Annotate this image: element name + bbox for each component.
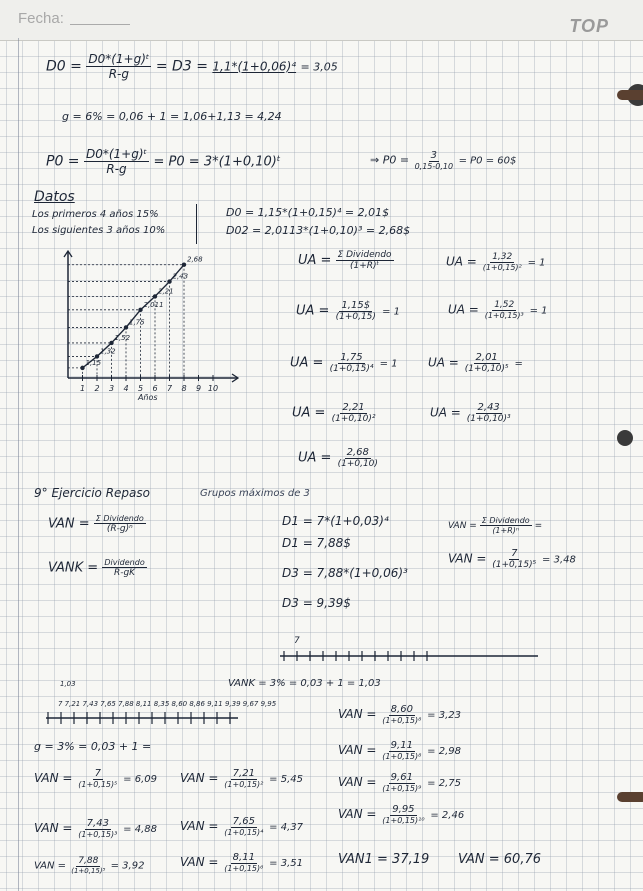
data-label: 1,75: [129, 318, 145, 327]
van-r5-fraction: [69, 856, 107, 875]
d0-mid: = D3 =: [155, 58, 208, 75]
data-label: 1,52: [114, 333, 131, 342]
ua6-num: 2,43: [477, 402, 500, 413]
ua-top-right: [446, 252, 546, 272]
ua3-den: (1+0,15)⁴: [329, 364, 374, 374]
data-label: 1,15: [85, 358, 102, 367]
ua4-den: (1+0,10)⁵: [464, 364, 509, 374]
d0-fraction: [86, 52, 151, 81]
ua-tr-lhs: UA =: [446, 254, 477, 269]
x-tick-label: 6: [152, 384, 158, 393]
data-point: [95, 354, 99, 358]
datos-title: Datos: [34, 189, 75, 205]
data-label: 2,43: [172, 272, 189, 281]
van-r3-num: 7,43: [86, 818, 109, 829]
data-label: 2,21: [158, 287, 174, 296]
van-c2-fraction: [380, 740, 423, 761]
timeline-top: [276, 636, 546, 666]
van-sum-eq: =: [534, 521, 543, 531]
data-label: 1,32: [100, 347, 116, 356]
ua3-result: = 1: [379, 358, 398, 370]
ua2-fraction: [483, 300, 526, 320]
van-total-1: VAN1 = 37,19: [338, 852, 430, 867]
ua2-lhs: UA =: [448, 302, 479, 317]
d3b-line: D3 = 9,39$: [282, 596, 351, 610]
data-point: [124, 325, 128, 329]
binder-ring-icon: [617, 792, 643, 802]
chart-axes: [64, 251, 238, 402]
ua6-lhs: UA =: [430, 405, 461, 420]
d1b-line: D1 = 7,88$: [282, 536, 351, 550]
ua5-lhs: UA =: [292, 405, 326, 421]
van-r1-fraction: [76, 768, 119, 789]
van-r5-den: (1+0,15)⁵: [71, 867, 106, 875]
van-sum-num: Σ Dividendo: [481, 516, 530, 525]
van-sum-lhs: VAN =: [448, 521, 477, 531]
van-c4-res: = 2,46: [430, 810, 465, 821]
timeline-top-marker: 7: [294, 636, 300, 646]
van-def-num: Σ Dividendo: [95, 514, 144, 523]
datos-d0: D0 = 1,15*(1+0,15)⁴ = 2,01$: [226, 206, 390, 219]
x-tick-label: 7: [166, 384, 173, 393]
van-definition: [48, 514, 146, 534]
x-tick-label: 5: [137, 384, 144, 393]
van-c2-res: = 2,98: [427, 746, 461, 757]
p0-frac-den: 0,15-0,10: [414, 162, 454, 171]
p0-arrow-formula: [370, 150, 516, 171]
ua1-lhs: UA =: [296, 303, 330, 319]
ua-formula-1: [296, 300, 400, 322]
d0-result: = 3,05: [300, 60, 338, 74]
van-r2-den: (1+0,15)²: [224, 780, 264, 789]
ua4-lhs: UA =: [428, 355, 459, 370]
van-r5-lhs: VAN =: [34, 860, 67, 872]
vank-num: Dividendo: [104, 558, 145, 567]
van-result-c3: [338, 772, 461, 793]
repaso-title: 9° Ejercicio Repaso: [34, 486, 150, 500]
ua-formula-4: [428, 352, 523, 374]
ua-def-den: (1+R)ᵗ: [349, 261, 380, 271]
p0-formula: [46, 147, 281, 176]
van-c3-res: = 2,75: [427, 778, 461, 789]
vank-definition: [48, 558, 147, 578]
ua3-fraction: [328, 352, 376, 374]
van2-num: 7: [511, 548, 518, 559]
ua5-num: 2,21: [342, 402, 365, 413]
timeline-small-label: 1,03: [60, 680, 76, 688]
van-r6-fraction: [222, 852, 265, 873]
ua6-fraction: [465, 402, 513, 424]
van-r2-res: = 5,45: [269, 774, 303, 785]
margin-line: [18, 38, 19, 891]
x-axis-label: Años: [137, 393, 158, 402]
van-r6-num: 8,11: [232, 852, 255, 863]
van-r1-lhs: VAN =: [34, 771, 73, 785]
datos-line1: Los primeros 4 años 15%: [32, 209, 159, 220]
x-tick-label: 3: [108, 384, 115, 393]
ua6-den: (1+0,10)³: [466, 414, 511, 424]
van-c3-den: (1+0,15)⁹: [382, 784, 422, 793]
van-sum: [448, 516, 542, 535]
van-r2-num: 7,21: [232, 768, 255, 779]
van-c1-fraction: [380, 704, 423, 725]
p0-arrow: ⇒ P0 =: [370, 153, 410, 167]
p0-fraction: [84, 147, 149, 176]
van-c2-num: 9,11: [390, 740, 413, 751]
van-formula-2: [448, 548, 576, 570]
van-r3-den: (1+0,15)³: [78, 830, 118, 839]
d0-expr: 1,1*(1+0,06)⁴: [212, 59, 297, 74]
van-c1-num: 8,60: [390, 704, 413, 715]
p0-num: D0*(1+g)ᵗ: [85, 147, 148, 161]
van-def-fraction: [94, 514, 146, 534]
ua-tr-num: 1,32: [492, 252, 513, 262]
van-r3-lhs: VAN =: [34, 821, 73, 835]
g-rate-line: g = 3% = 0,03 + 1 =: [34, 740, 152, 753]
van-sum-den: (1+R)ⁿ: [492, 526, 520, 535]
vank-lhs: VANK =: [48, 560, 99, 576]
ua5-fraction: [330, 402, 378, 424]
van-r4-lhs: VAN =: [180, 819, 219, 833]
van-r4-res: = 4,37: [269, 822, 303, 833]
d3-line: D3 = 7,88*(1+0,06)³: [282, 566, 408, 580]
van-c3-fraction: [380, 772, 423, 793]
van-r1-den: (1+0,15)⁵: [78, 780, 118, 789]
ua4-result: =: [514, 358, 523, 370]
ua-tr-den: (1+0,15)²: [482, 263, 522, 272]
vank-rate-line: VANK = 3% = 0,03 + 1 = 1,03: [228, 678, 381, 689]
van-result-c2: [338, 740, 461, 761]
timeline-bottom: [44, 708, 244, 728]
van2-lhs: VAN =: [448, 551, 487, 566]
p0-result: = P0 = 60$: [458, 155, 517, 167]
ua3-lhs: UA =: [290, 355, 324, 371]
x-tick-label: 1: [79, 384, 86, 393]
van-r1-num: 7: [94, 768, 101, 779]
van2-result: = 3,48: [542, 554, 576, 566]
vank-den: R-gK: [113, 568, 136, 578]
van-r6-den: (1+0,15)⁶: [224, 864, 264, 873]
data-point: [80, 366, 84, 370]
van-c1-den: (1+0,15)⁸: [382, 716, 422, 725]
x-tick-label: 8: [181, 384, 187, 393]
van-def-den: (R-g)ⁿ: [106, 524, 133, 534]
binder-ring-icon: [617, 90, 643, 100]
p0-frac-num: 3: [430, 150, 437, 161]
van-r4-den: (1+0,15)⁴: [224, 828, 264, 837]
d0-formula: [46, 52, 338, 81]
ua2-den: (1+0,15)³: [484, 311, 524, 320]
ua1-num: 1,15$: [341, 300, 371, 311]
ua1-result: = 1: [382, 306, 400, 318]
vank-fraction: [102, 558, 146, 578]
van-result-1: [34, 768, 157, 789]
data-label: 2,011: [143, 300, 164, 309]
van-r2-lhs: VAN =: [180, 771, 219, 785]
van-c4-lhs: VAN =: [338, 807, 377, 821]
ua-def-num: Σ Dividendo: [337, 250, 392, 260]
ua4-num: 2,01: [475, 352, 498, 363]
ua-formula-7: [298, 447, 380, 469]
van-r3-fraction: [76, 818, 119, 839]
timeline-tick-labels: 7 7,21 7,43 7,65 7,88 8,11 8,35 8,60 8,86 9,11 9,39 9,67 9,95: [58, 700, 277, 708]
data-point: [153, 294, 157, 298]
x-tick-label: 10: [207, 384, 219, 393]
van-result-6: [180, 852, 303, 873]
d0-lhs: D0 =: [46, 58, 82, 75]
van-r3-res: = 4,88: [123, 824, 157, 835]
chart-marks: [68, 256, 203, 378]
data-point: [109, 341, 113, 345]
dividend-growth-chart: [50, 248, 250, 408]
van2-fraction: [490, 548, 538, 570]
van-c4-fraction: [380, 804, 426, 825]
ua-formula-5: [292, 402, 378, 424]
van-result-4: [180, 816, 303, 837]
data-point: [182, 263, 186, 267]
van-r6-lhs: VAN =: [180, 855, 219, 869]
brand-logo: TOP: [569, 16, 609, 36]
van-sum-fraction: [480, 516, 532, 535]
van-r4-fraction: [222, 816, 265, 837]
van-result-2: [180, 768, 303, 789]
van-result-5: [34, 856, 144, 875]
repaso-subtitle: Grupos máximos de 3: [200, 488, 310, 499]
datos-divider: [196, 204, 197, 244]
fecha-line: [70, 24, 130, 25]
ua-formula-6: [430, 402, 513, 424]
van-r5-num: 7,88: [78, 856, 99, 866]
ua7-den: (1+0,10): [337, 459, 378, 469]
van-r5-res: = 3,92: [110, 860, 145, 872]
d0-den: R-g: [108, 67, 130, 81]
binder-hole-icon: [617, 430, 633, 446]
van2-den: (1+0,15)⁵: [492, 560, 537, 570]
van-result-3: [34, 818, 157, 839]
van-c1-lhs: VAN =: [338, 707, 377, 721]
ua-definition: [298, 250, 394, 271]
x-tick-label: 2: [94, 384, 100, 393]
van-def-lhs: VAN =: [48, 516, 90, 532]
van-c3-num: 9,61: [390, 772, 413, 783]
ua-formula-3: [290, 352, 398, 374]
p0-den: R-g: [106, 162, 127, 176]
van-c2-den: (1+0,15)⁸: [382, 752, 422, 761]
ua4-fraction: [463, 352, 511, 374]
ua5-den: (1+0,10)²: [331, 414, 376, 424]
x-tick-label: 9: [195, 384, 202, 393]
x-tick-label: 4: [123, 384, 129, 393]
datos-line2: Los siguientes 3 años 10%: [32, 225, 166, 236]
van-r4-num: 7,65: [232, 816, 255, 827]
ua-tr-fraction: [481, 252, 524, 272]
ua2-num: 1,52: [494, 300, 515, 310]
data-label: 2,68: [187, 255, 203, 264]
data-point: [138, 308, 142, 312]
van-r6-res: = 3,51: [269, 858, 303, 869]
page-header: [0, 0, 643, 41]
p0-lhs: P0 =: [46, 153, 80, 170]
data-point: [167, 279, 171, 283]
van-c4-den: (1+0,15)¹⁰: [382, 816, 425, 825]
van-total-2: VAN = 60,76: [458, 852, 542, 867]
p0-mid: = P0 = 3*(1+0,10)ᵗ: [153, 154, 281, 170]
van-r1-res: = 6,09: [123, 774, 157, 785]
van-c1-res: = 3,23: [427, 710, 461, 721]
van-c3-lhs: VAN =: [338, 775, 377, 789]
ua-tr-result: = 1: [527, 257, 546, 269]
ua7-fraction: [336, 447, 380, 469]
van-r2-fraction: [222, 768, 265, 789]
p0-frac2: [413, 150, 456, 171]
ua7-num: 2,68: [346, 447, 369, 458]
ua7-lhs: UA =: [298, 450, 332, 466]
ua-formula-2: [448, 300, 548, 320]
ua3-num: 1,75: [340, 352, 363, 363]
ua1-fraction: [334, 300, 378, 322]
van-result-c4: [338, 804, 464, 825]
fecha-label: Fecha:: [18, 10, 64, 27]
ua1-den: (1+0,15): [335, 312, 376, 322]
d0-num: D0*(1+g)ᵗ: [88, 52, 150, 66]
ua-def-lhs: UA =: [298, 253, 332, 268]
van-c4-num: 9,95: [392, 804, 415, 815]
datos-d02: D02 = 2,0113*(1+0,10)³ = 2,68$: [226, 224, 411, 237]
g-line: g = 6% = 0,06 + 1 = 1,06+1,13 = 4,24: [62, 110, 282, 123]
van-c2-lhs: VAN =: [338, 743, 377, 757]
d1-line: D1 = 7*(1+0,03)⁴: [282, 514, 389, 528]
ua-def-fraction: [336, 250, 394, 271]
van-result-c1: [338, 704, 461, 725]
ua2-result: = 1: [529, 305, 548, 317]
